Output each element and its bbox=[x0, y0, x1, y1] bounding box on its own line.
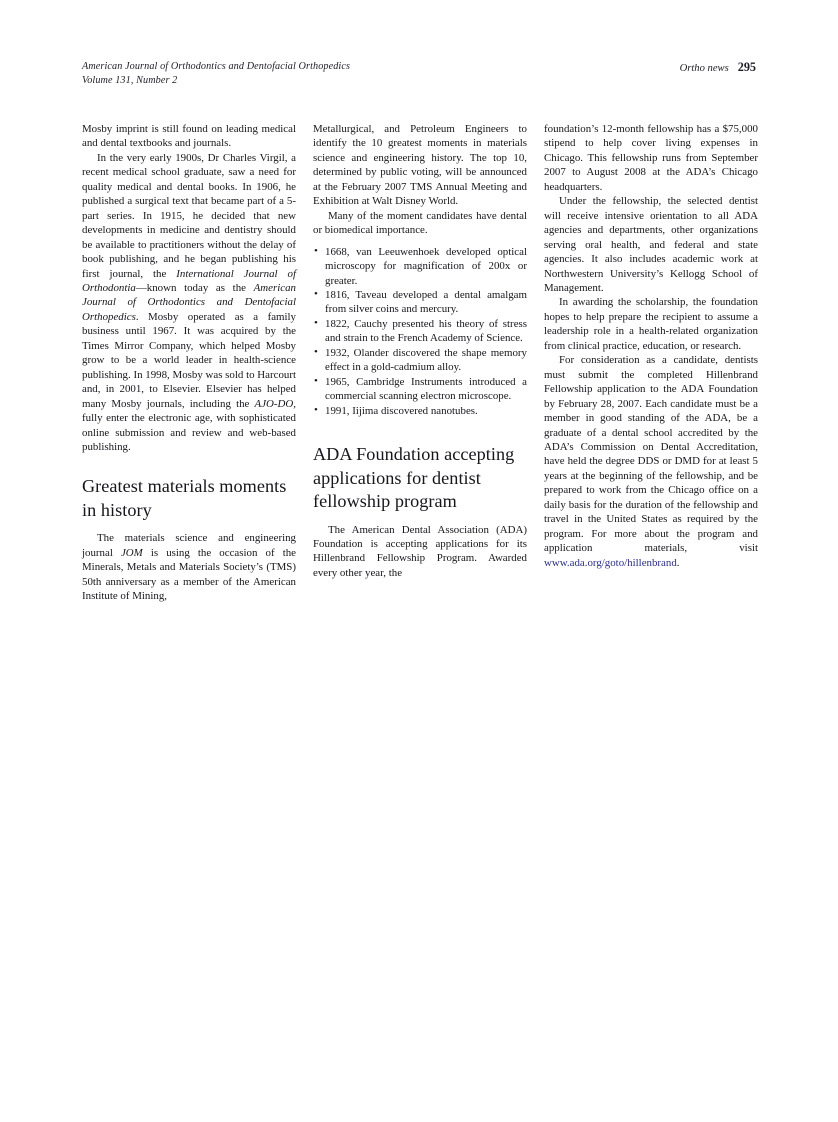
paragraph-moment-candidates: Many of the moment candidates have dental or biomedical importance. bbox=[313, 209, 527, 237]
running-head-right bbox=[680, 60, 756, 75]
paragraph-mosby-imprint: Mosby imprint is still found on leading medical and dental textbooks and journals. bbox=[82, 123, 296, 150]
list-item-text: 1816, Taveau developed a dental amalgam from silver coins and mercury. bbox=[325, 288, 527, 316]
bullet-icon: • bbox=[314, 404, 318, 417]
headline-ada-foundation-fellowship: ADA Foundation accepting applications for dentist fellowship program bbox=[313, 444, 515, 512]
list-item-text: 1991, Iijima discovered nanotubes. bbox=[325, 404, 478, 417]
bullet-icon: • bbox=[314, 245, 318, 258]
spacer-after-headline-2 bbox=[313, 514, 527, 523]
virgil-text-c: . Mosby operated as a family business until 1967. It was acquired by the Times Mirror Company, which helped Mosby grow to be a world leader in health-science publishing. In 1998, Mosby was sold to Harcourt and, in 2001, to Elsevier. Elsevier has helped many Mosby journals, including the bbox=[82, 310, 296, 410]
journal-title: American Journal of Orthodontics and Dentofacial Orthopedics bbox=[82, 61, 351, 72]
paragraph-awarding-scholarship: In awarding the scholarship, the foundation hopes to help prepare the recipient to assume a leadership role in a health-related organization from clinical practice, education, or research. bbox=[544, 296, 758, 352]
page-number: 295 bbox=[737, 60, 756, 74]
hillenbrand-url-link[interactable]: www.ada.org/goto/hillenbrand bbox=[544, 556, 677, 569]
paragraph-charles-virgil bbox=[82, 151, 296, 455]
spacer-before-headline-2 bbox=[313, 422, 527, 443]
list-item bbox=[313, 317, 527, 346]
virgil-text-a: In the very early 1900s, Dr Charles Virgil, a recent medical school graduate, saw a need for quality medical and dental books. In 1906, he published a surgical text that became part of a 5-part series. In 1915, he decided that new developments in medicine and dentistry should be available to practitioners without the delay of book publishing, and he began publishing his first journal, the bbox=[82, 151, 296, 280]
section-label: Ortho news bbox=[679, 63, 729, 74]
requirements-period: . bbox=[676, 556, 680, 569]
title-ajodo-short: AJO-DO bbox=[254, 397, 294, 410]
requirements-text: For consideration as a candidate, dentists must submit the completed Hillenbrand Fellowship application to the ADA Foundation by February 28, 2007. Each candidate must be a member in good standing of the ADA, be a graduate of a dental school accredited by the ADA’s Commission on Dental Accreditation, have held the degree DDS or DMD for at least 5 years at the beginning of the fellowship, and be prepared to work from the Chicago office on a daily basis for the duration of the fellowship and travel in the United States as required by the program. For more about the program and application materials, visit bbox=[544, 354, 758, 555]
jom-text-b: is using the occasion of the Minerals, Metals and Materials Society’s (TMS) 50th anniversary as a member of the American Institute of Mining, bbox=[82, 546, 296, 603]
article-columns bbox=[82, 122, 758, 604]
list-item bbox=[313, 288, 527, 317]
list-item-text: 1965, Cambridge Instruments introduced a commercial scanning electron microscope. bbox=[325, 375, 527, 403]
list-item bbox=[313, 245, 527, 288]
paragraph-jom-intro bbox=[82, 531, 296, 603]
headline-greatest-materials-moments: Greatest materials moments in history bbox=[82, 476, 287, 520]
paragraph-ada-intro: The American Dental Association (ADA) Foundation is accepting applications for its Hillenbrand Fellowship Program. Awarded every other year, the bbox=[313, 523, 527, 579]
running-head-left bbox=[82, 60, 350, 87]
paragraph-candidate-requirements bbox=[544, 353, 758, 570]
list-item bbox=[313, 375, 527, 404]
list-item bbox=[313, 404, 527, 418]
virgil-text-d: , fully enter the electronic age, with sophisticated online submission and review and web-based publishing. bbox=[82, 397, 296, 453]
bullet-icon: • bbox=[314, 375, 318, 388]
virgil-text-b: —known today as the bbox=[135, 281, 254, 294]
column-3 bbox=[544, 122, 758, 604]
title-international-journal: International Journal of Orthodontia bbox=[82, 267, 296, 294]
spacer-after-headline-1 bbox=[82, 522, 296, 531]
bullet-icon: • bbox=[314, 346, 318, 359]
paragraph-stipend: foundation’s 12-month fellowship has a $75,000 stipend to help cover living expenses in Chicago. This fellowship runs from September 2007 to August 2008 at the ADA’s Chicago headquarters. bbox=[544, 123, 758, 193]
column-1 bbox=[82, 122, 296, 604]
volume-issue: Volume 131, Number 2 bbox=[82, 74, 178, 86]
title-ajodo-full: American Journal of Orthodontics and Dentofacial Orthopedics bbox=[82, 281, 296, 323]
bullet-icon: • bbox=[314, 288, 318, 301]
paragraph-tms-top-ten: Metallurgical, and Petroleum Engineers to identify the 10 greatest moments in materials science and engineering history. The top 10, determined by public voting, will be announced at the February 2007 TMS Annual Meeting and Exhibition at Walt Disney World. bbox=[313, 123, 527, 208]
moments-list bbox=[313, 245, 527, 418]
list-item bbox=[313, 346, 527, 375]
spacer-before-list bbox=[313, 238, 527, 245]
jom-text-a: The materials science and engineering journal bbox=[82, 532, 296, 559]
spacer-before-headline-1 bbox=[82, 454, 296, 475]
paragraph-orientation: Under the fellowship, the selected dentist will receive intensive orientation to all ADA agencies and departments, other organizations serving oral health, and federal and state agencies. It also includes academic work at Northwestern University’s Kellogg School of Management. bbox=[544, 195, 758, 294]
bullet-icon: • bbox=[314, 317, 318, 330]
list-item-text: 1932, Olander discovered the shape memory effect in a gold-cadmium alloy. bbox=[325, 346, 527, 374]
list-item-text: 1822, Cauchy presented his theory of stress and strain to the French Academy of Science. bbox=[325, 317, 527, 345]
title-jom: JOM bbox=[120, 546, 143, 559]
column-2 bbox=[313, 122, 527, 604]
list-item-text: 1668, van Leeuwenhoek developed optical microscopy for magnification of 200x or greater. bbox=[325, 245, 527, 287]
running-head bbox=[82, 60, 756, 87]
